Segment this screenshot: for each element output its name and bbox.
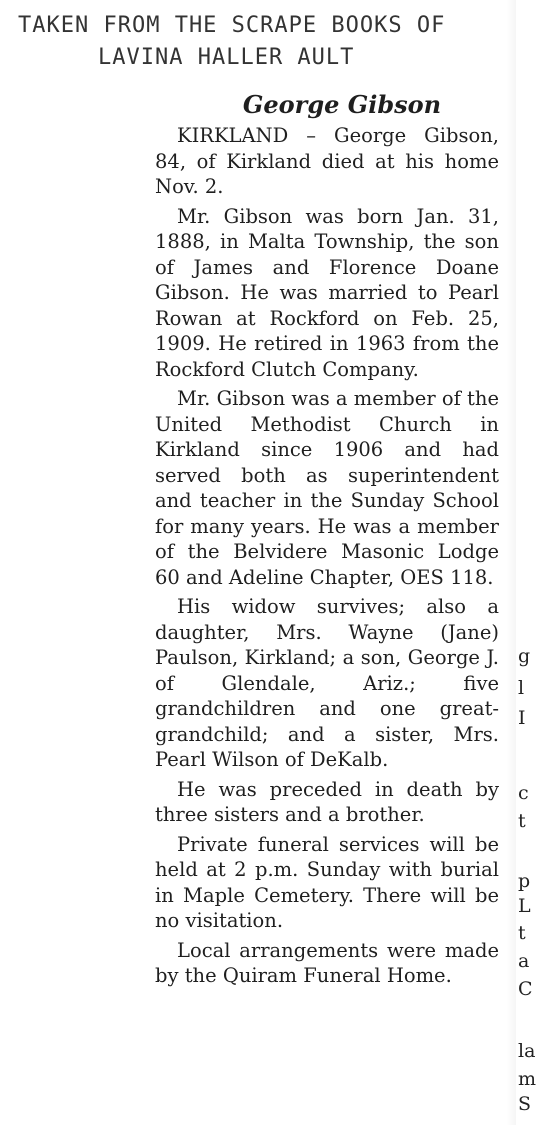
fragment-text: L bbox=[518, 895, 531, 917]
fragment-text: c bbox=[518, 782, 529, 804]
fragment-text: l bbox=[518, 677, 525, 699]
article-paragraph-2: Mr. Gibson was born Jan. 31, 1888, in Malta Township, the son of James and Florence Doane Gibson. He was married to Pearl Rowan at Rockford on Feb. 25, 1909. He retired in 1963 from the Rockford Clutch Company. bbox=[155, 204, 499, 381]
fragment-text: t bbox=[518, 922, 526, 944]
obituary-headline: George Gibson bbox=[242, 90, 442, 119]
article-paragraph-4: His widow survives; also a daughter, Mrs. Wayne (Jane) Paulson, Kirkland; a son, George J. of Glendale, Ariz.; five grandchildren and one great-grandchild; and a sister, Mrs. Pearl Wilson of DeKalb. bbox=[155, 595, 499, 771]
page-fold-shadow bbox=[506, 0, 516, 1125]
fragment-text: a bbox=[518, 950, 530, 972]
article-paragraph-5: He was preceded in death by three sisters and a brother. bbox=[155, 777, 499, 826]
fragment-text: I bbox=[518, 707, 526, 729]
header-line-2: LAVINA HALLER AULT bbox=[98, 45, 355, 70]
fragment-text: g bbox=[518, 645, 531, 667]
adjacent-column-fragments bbox=[516, 0, 536, 1125]
fragment-text: t bbox=[518, 810, 526, 832]
article-paragraph-3: Mr. Gibson was a member of the United Methodist Church in Kirkland since 1906 and had served both as superintendent and teacher in the Sunday School for many years. He was a member of the Belvidere Masonic Lodge 60 and Adeline Chapter, OES 118. bbox=[155, 387, 499, 589]
article-paragraph-7: Local arrangements were made by the Quiram Funeral Home. bbox=[155, 938, 499, 987]
fragment-text: C bbox=[518, 978, 533, 1000]
header-line-1: TAKEN FROM THE SCRAPE BOOKS OF bbox=[18, 13, 446, 38]
fragment-text: S bbox=[518, 1093, 532, 1115]
article-paragraph-1: KIRKLAND – George Gibson, 84, of Kirkland died at his home Nov. 2. bbox=[155, 124, 499, 198]
fragment-text: p bbox=[518, 870, 531, 892]
fragment-text: m bbox=[518, 1068, 536, 1090]
fragment-text: la bbox=[518, 1040, 536, 1062]
article-paragraph-6: Private funeral services will be held at 2 p.m. Sunday with burial in Maple Cemetery. There will be no visitation. bbox=[155, 832, 499, 932]
obituary-clipping bbox=[155, 88, 499, 993]
